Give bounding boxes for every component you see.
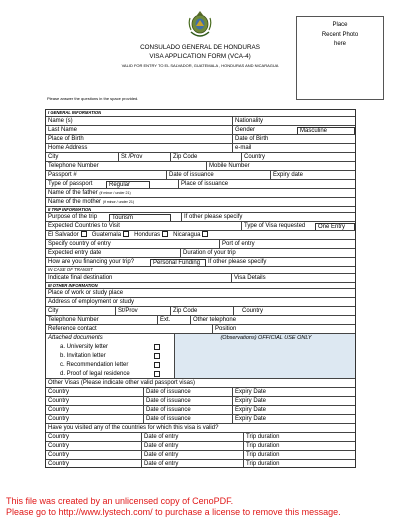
purpose-select[interactable]: Tourism [109,214,171,222]
row-dates [46,248,355,257]
university-letter-checkbox[interactable] [154,344,160,350]
visa-details-field[interactable]: Visa Details [231,274,356,282]
row-father [46,188,355,197]
document-item: b. Invitation letter [60,352,106,359]
validity-note: VALID FOR ENTRY TO EL SALVADOR, GUATEMALA , HONDURAS AND NICARAGUA [121,63,279,68]
photo-text: Place Recent Photo here [321,22,359,47]
row-reference [46,324,355,333]
table-row: Country Date of issuance Expiry Date [46,396,355,405]
row-address [46,143,355,152]
passport-type-label: Type of passport [48,181,93,187]
passport-field[interactable]: Passport # [48,172,77,178]
port-of-entry-field[interactable]: Port of entry [219,240,356,248]
final-destination-field[interactable]: Indicate final destination [48,274,113,281]
section-trip: II TRIP INFORMATION [46,206,355,212]
application-form [45,109,356,468]
table-row: Country Date of issuance Expiry Date [46,414,355,423]
work-zip-field[interactable]: Zip Code [170,307,233,315]
row-passport-type [46,179,355,188]
work-st-prov-field[interactable]: St/Prov [115,307,170,315]
financing-label: How are you financing your trip? [48,259,135,265]
financing-other-field[interactable]: If other please specify [208,259,267,265]
issuance-date-field[interactable]: Date of issuance [166,171,270,179]
section-other: III OTHER INFORMATION [46,282,355,288]
guatemala-checkbox[interactable] [123,231,129,237]
row-destination [46,273,355,282]
work-city-field[interactable]: City [48,307,59,314]
visa-type-select[interactable]: One Entry [315,223,355,231]
row-entry [46,239,355,248]
purpose-label: Purpose of the trip [48,214,98,220]
row-visited-header: Have you visited any of the countries for which this visa is valid? [46,423,355,432]
city-field[interactable]: City [48,154,59,160]
consulate-name: CONSULADO GENERAL DE HONDURAS [140,44,260,51]
row-birth [46,134,355,143]
row-other-visas-header: Other Visas (Please indicate other valid passport visas) [46,378,355,387]
date-of-birth-field[interactable]: Date of Birth [232,135,356,143]
reference-contact-field[interactable]: Reference contact [48,325,97,332]
home-address-field[interactable]: Home Address [48,145,88,151]
honduras-checkbox[interactable] [162,231,168,237]
gender-field: Gender [232,126,356,134]
mobile-field[interactable]: Mobile Number [206,162,356,170]
photo-placeholder [296,16,384,100]
table-row: Country Date of entry Trip duration [46,441,355,450]
form-title: VISA APPLICATION FORM (VCA-4) [149,53,251,60]
st-prov-field[interactable]: St /Prov [118,153,170,161]
work-telephone-field[interactable]: Telephone Number [48,316,99,323]
row-city [46,152,355,161]
row-telephone [46,161,355,170]
row-names [46,116,355,125]
row-purpose [46,212,355,221]
ext-field[interactable]: Ext. [157,316,190,324]
nationality-field[interactable]: Nationality [232,117,356,125]
place-of-birth-field[interactable]: Place of Birth [48,136,84,142]
el-salvador-checkbox[interactable] [81,231,87,237]
entry-date-field[interactable]: Expected entry date [48,250,102,256]
financing-select[interactable]: Personal Funding [150,259,206,267]
visa-type-label: Type of Visa requested [241,222,356,230]
work-address-field[interactable]: Address of employment or study [48,298,135,305]
passport-type-select[interactable]: Regular [106,181,150,189]
row-work-telephone [46,315,355,324]
row-mother [46,197,355,206]
country-of-entry-field[interactable]: Specify country of entry [48,241,111,247]
row-country-checks: El Salvador Guatemala Honduras Nicaragua [46,230,355,239]
instructions: Please answer the questions in the space provided. [47,96,139,101]
legal-residence-checkbox[interactable] [154,371,160,377]
expected-countries-label: Expected Countries to Visit [48,223,120,229]
document-item: c. Recommendation letter [60,361,129,368]
row-countries [46,221,355,230]
last-name-field[interactable]: Last Name [48,127,78,133]
row-passport [46,170,355,179]
table-row: Country Date of entry Trip duration [46,450,355,459]
table-row: Country Date of entry Trip duration [46,432,355,441]
purpose-other-field[interactable]: If other please specify [181,213,356,221]
document-item: d. Proof of legal residence [60,370,130,377]
names-field[interactable]: Name (s) [48,118,73,124]
work-place-field[interactable]: Place of work or study place [48,289,124,296]
table-row: Country Date of entry Trip duration [46,459,355,469]
attached-documents: Attached documents (Observations) OFFICIAL USE ONLY a. University letter b. Invitation letter c. Recommendation letter d. Proof of legal residence [46,333,355,378]
row-work-city [46,306,355,315]
expiry-date-field[interactable]: Expiry date [270,171,356,179]
other-telephone-field[interactable]: Other telephone [190,316,356,324]
invitation-letter-checkbox[interactable] [154,353,160,359]
position-field[interactable]: Position [212,325,356,333]
duration-field[interactable]: Duration of your trip [180,249,356,257]
country-field[interactable]: Country [241,153,356,161]
gender-select[interactable]: Masculine [297,127,355,135]
document-item: a. University letter [60,343,109,350]
row-transit: IN CASE OF TRANSIT [46,266,355,273]
father-name-field[interactable]: Name of the father (if minor / under 21) [48,190,131,196]
nicaragua-checkbox[interactable] [202,231,208,237]
row-financing [46,257,355,266]
table-row: Country Date of issuance Expiry Date [46,387,355,396]
zip-field[interactable]: Zip Code [170,153,241,161]
row-last-name [46,125,355,134]
honduras-seal-icon [188,10,212,42]
mother-name-field[interactable]: Name of the mother (if minor / under 21) [48,199,135,205]
row-work-address [46,297,355,306]
recommendation-letter-checkbox[interactable] [154,362,160,368]
section-general: I GENERAL INFORMATION [46,110,355,116]
work-country-field[interactable]: Country [233,307,356,315]
watermark-line-2: Please go to http://www.lystech.com/ to purchase a license to remove this message. [6,507,341,517]
telephone-field[interactable]: Telephone Number [48,163,99,169]
place-of-issuance-field[interactable]: Place of issuance [178,180,356,188]
table-row: Country Date of issuance Expiry Date [46,405,355,414]
watermark-line-1: This file was created by an unlicensed copy of CenoPDF. [6,496,234,506]
row-work-place [46,288,355,297]
email-field[interactable]: e-mail [232,144,356,152]
official-use-area: (Observations) OFFICIAL USE ONLY [174,334,356,379]
